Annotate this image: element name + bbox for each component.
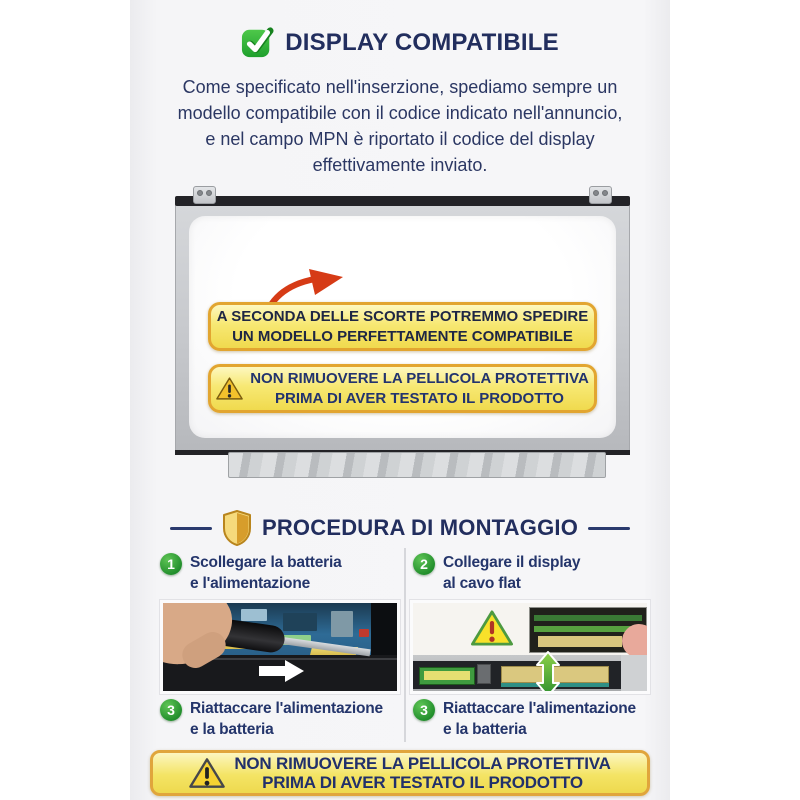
hinge-bracket-right	[589, 186, 612, 204]
step-number-badge: 3	[413, 699, 435, 721]
panel-top-edge	[175, 196, 630, 206]
hinge-bracket-left	[193, 186, 216, 204]
film-warning-text: NON RIMUOVERE LA PELLICOLA PROTETTIVA PRIMA DI AVER TESTATO IL PRODOTTO	[250, 369, 589, 407]
connector-latch	[477, 664, 491, 684]
shield-icon	[222, 510, 252, 546]
film-warning-sticker	[208, 364, 597, 413]
lcd-panel-image	[175, 186, 630, 480]
finger	[622, 624, 650, 658]
bottom-warning-banner	[150, 750, 650, 796]
procedure-title: PROCEDURA DI MONTAGGIO	[261, 515, 579, 540]
stock-warning-sticker	[208, 302, 597, 351]
step-1	[160, 552, 405, 594]
intro-line: effettivamente inviato.	[312, 155, 488, 175]
green-up-down-arrow-icon	[535, 651, 561, 694]
divider-line	[170, 527, 212, 530]
step-2	[413, 552, 658, 594]
warning-triangle-icon	[216, 376, 243, 401]
step-number-badge: 3	[160, 699, 182, 721]
warning-triangle-icon	[189, 757, 225, 789]
intro-paragraph	[140, 74, 660, 178]
photo-connect-flat-cable	[410, 600, 650, 694]
step-number-badge: 1	[160, 553, 182, 575]
intro-line: e nel campo MPN è riportato il codice del display	[205, 129, 595, 149]
step-3-right	[413, 698, 658, 740]
laptop-edge	[371, 603, 397, 655]
divider-line	[588, 527, 630, 530]
foil-patch	[621, 655, 647, 694]
check-badge-icon	[241, 26, 274, 59]
pcb-component	[283, 613, 317, 631]
step-3-left-text: Riattaccare l'alimentazione e la batteria	[190, 700, 383, 738]
photo-disconnect-battery	[160, 600, 400, 694]
content-column	[130, 0, 670, 800]
foil-cable-strip	[228, 452, 606, 478]
banner-text: NON RIMUOVERE LA PELLICOLA PROTETTIVA PRIMA DI AVER TESTATO IL PRODOTTO	[234, 754, 611, 792]
header	[130, 26, 670, 59]
connector-inset-photo	[529, 607, 647, 653]
step-3-left	[160, 698, 405, 740]
connector-pins	[424, 671, 470, 680]
pcb-component	[241, 609, 267, 621]
procedure-header	[130, 510, 670, 546]
step-number-badge: 2	[413, 553, 435, 575]
pcb-trace	[534, 615, 642, 621]
pcb-component	[359, 629, 369, 637]
pcb-trace	[534, 626, 634, 632]
intro-line: modello compatibile con il codice indicato nell'annuncio,	[177, 103, 623, 123]
pcb-component	[331, 611, 353, 637]
white-right-arrow-icon	[259, 659, 305, 683]
step-1-text: Scollegare la batteria e l'alimentazione	[190, 554, 342, 592]
step-3-right-text: Riattaccare l'alimentazione e la batteria	[443, 700, 636, 738]
stock-warning-text: A SECONDA DELLE SCORTE POTREMMO SPEDIRE UN MODELLO PERFETTAMENTE COMPATIBILE	[216, 307, 589, 345]
page-title: DISPLAY COMPATIBILE	[285, 28, 559, 56]
intro-line: Come specificato nell'inserzione, spediamo sempre un	[182, 77, 618, 97]
step-2-text: Collegare il display al cavo flat	[443, 554, 581, 592]
flat-cable	[538, 636, 622, 647]
warning-triangle-icon	[471, 609, 513, 647]
